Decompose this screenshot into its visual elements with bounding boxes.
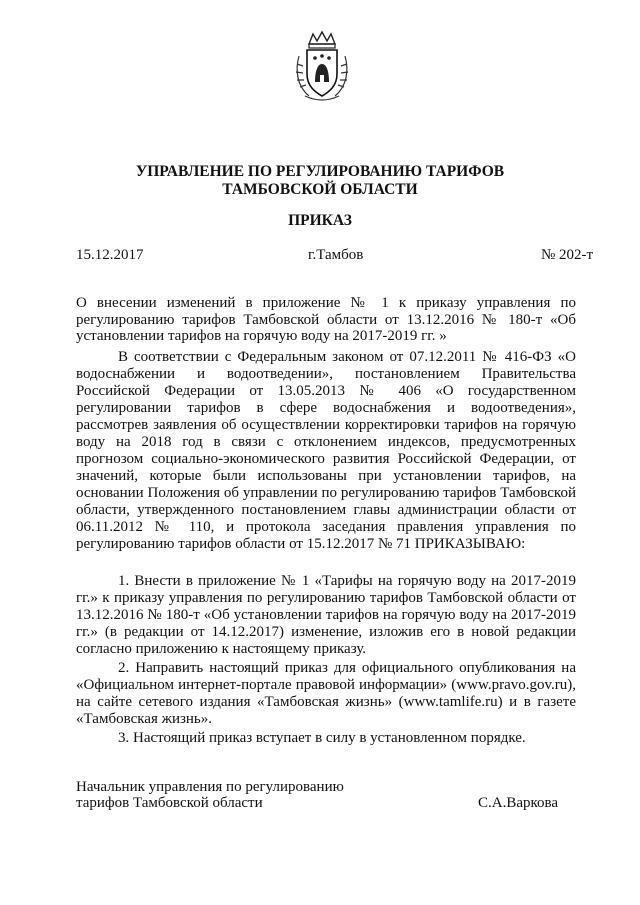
order-city: г.Тамбов bbox=[308, 247, 364, 263]
order-item-1: 1. Внести в приложение № 1 «Тарифы на горячую воду на 2017-2019 гг.» к приказу управления по регулированию тарифов Тамбовской области от 13.12.2016 № 180-т «Об установлении тарифов на горячую воду на 2017-2019 гг.» (в редакции от 14.12.2017) изменение, изложив его в новой редакции согласно приложению к настоящему приказу. bbox=[76, 573, 576, 657]
signatory-title: Начальник управления по регулированию тарифов Тамбовской области bbox=[76, 779, 344, 811]
order-number: № 202-т bbox=[541, 247, 594, 263]
organization-name-line-2: ТАМБОВСКОЙ ОБЛАСТИ bbox=[222, 181, 418, 198]
preamble-paragraph: В соответствии с Федеральным законом от 07.12.2011 № 416-ФЗ «О водоснабжении и водоотведении», постановлением Правительства Российской Федерации от 13.05.2013 № 406 «О государственном регулировании тарифов в сфере водоснабжения и водоотведения», рассмотрев заявления об осуществлении корректировки тарифов на горячую воду на 2018 год в связи с отклонением индексов, предусмотренных прогнозом социально-экономического развития Российской Федерации, от значений, которые были использованы при установлении тарифов, на основании Положения об управлении по регулированию тарифов Тамбовской области, утвержденного постановлением главы администрации области от 06.11.2012 № 110, и протокола заседания правления управления по регулированию тарифов области от 15.12.2017 № 71 ПРИКАЗЫВАЮ: bbox=[76, 349, 576, 552]
order-item-2: 2. Направить настоящий приказ для официального опубликования на «Официальном интернет-портале правовой информации» (www.pravo.gov.ru), на сайте сетевого издания «Тамбовская жизнь» (www.tamlife.ru) и в газете «Тамбовская жизнь». bbox=[76, 660, 576, 727]
organization-name-line-1: УПРАВЛЕНИЕ ПО РЕГУЛИРОВАНИЮ ТАРИФОВ bbox=[135, 163, 505, 180]
document-type-heading: ПРИКАЗ bbox=[288, 212, 352, 229]
tambov-coat-of-arms-emblem bbox=[293, 30, 351, 102]
signatory-name: С.А.Варкова bbox=[478, 795, 559, 811]
order-subject: О внесении изменений в приложение № 1 к приказу управления по регулированию тарифов Тамбовской области от 13.12.2016 № 180-т «Об установлении тарифов на горячую воду на 2017-2019 гг. » bbox=[76, 295, 576, 344]
order-date: 15.12.2017 bbox=[76, 247, 144, 263]
order-item-3: 3. Настоящий приказ вступает в силу в установленном порядке. bbox=[118, 730, 526, 746]
